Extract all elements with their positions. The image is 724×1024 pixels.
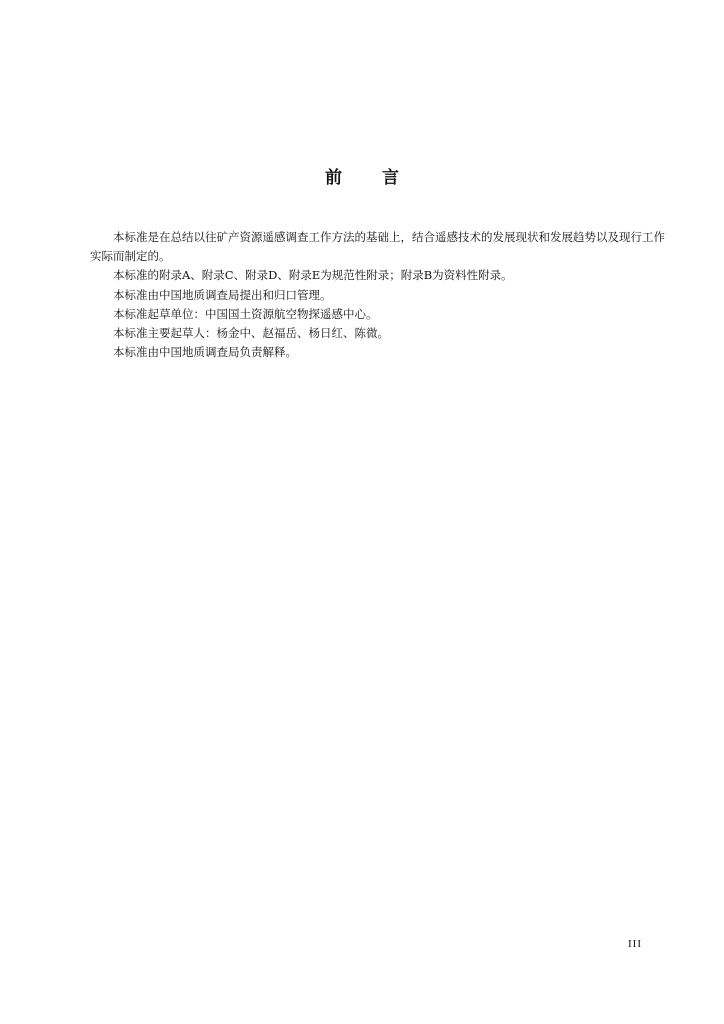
page-title bbox=[0, 163, 724, 188]
page-number: III bbox=[628, 938, 642, 950]
paragraph-interpretation: 本标准由中国地质调查局负责解释。 bbox=[113, 345, 297, 360]
paragraph-drafters: 本标准主要起草人：杨金中、赵福岳、杨日红、陈微。 bbox=[113, 326, 389, 341]
paragraph-appendices: 本标准的附录A、附录C、附录D、附录E为规范性附录；附录B为资料性附录。 bbox=[113, 268, 513, 283]
paragraph-proposer: 本标准由中国地质调查局提出和归口管理。 bbox=[113, 287, 332, 302]
preface-body bbox=[90, 228, 665, 362]
paragraph-drafting-unit: 本标准起草单位：中国国土资源航空物探遥感中心。 bbox=[113, 306, 378, 321]
title-char-2: 言 bbox=[382, 168, 399, 188]
paragraph-basis: 本标准是在总结以往矿产资源遥感调查工作方法的基础上，结合遥感技术的发展现状和发展趋势以及现行工作实际而制定的。 bbox=[90, 230, 665, 264]
title-char-1: 前 bbox=[325, 168, 342, 188]
